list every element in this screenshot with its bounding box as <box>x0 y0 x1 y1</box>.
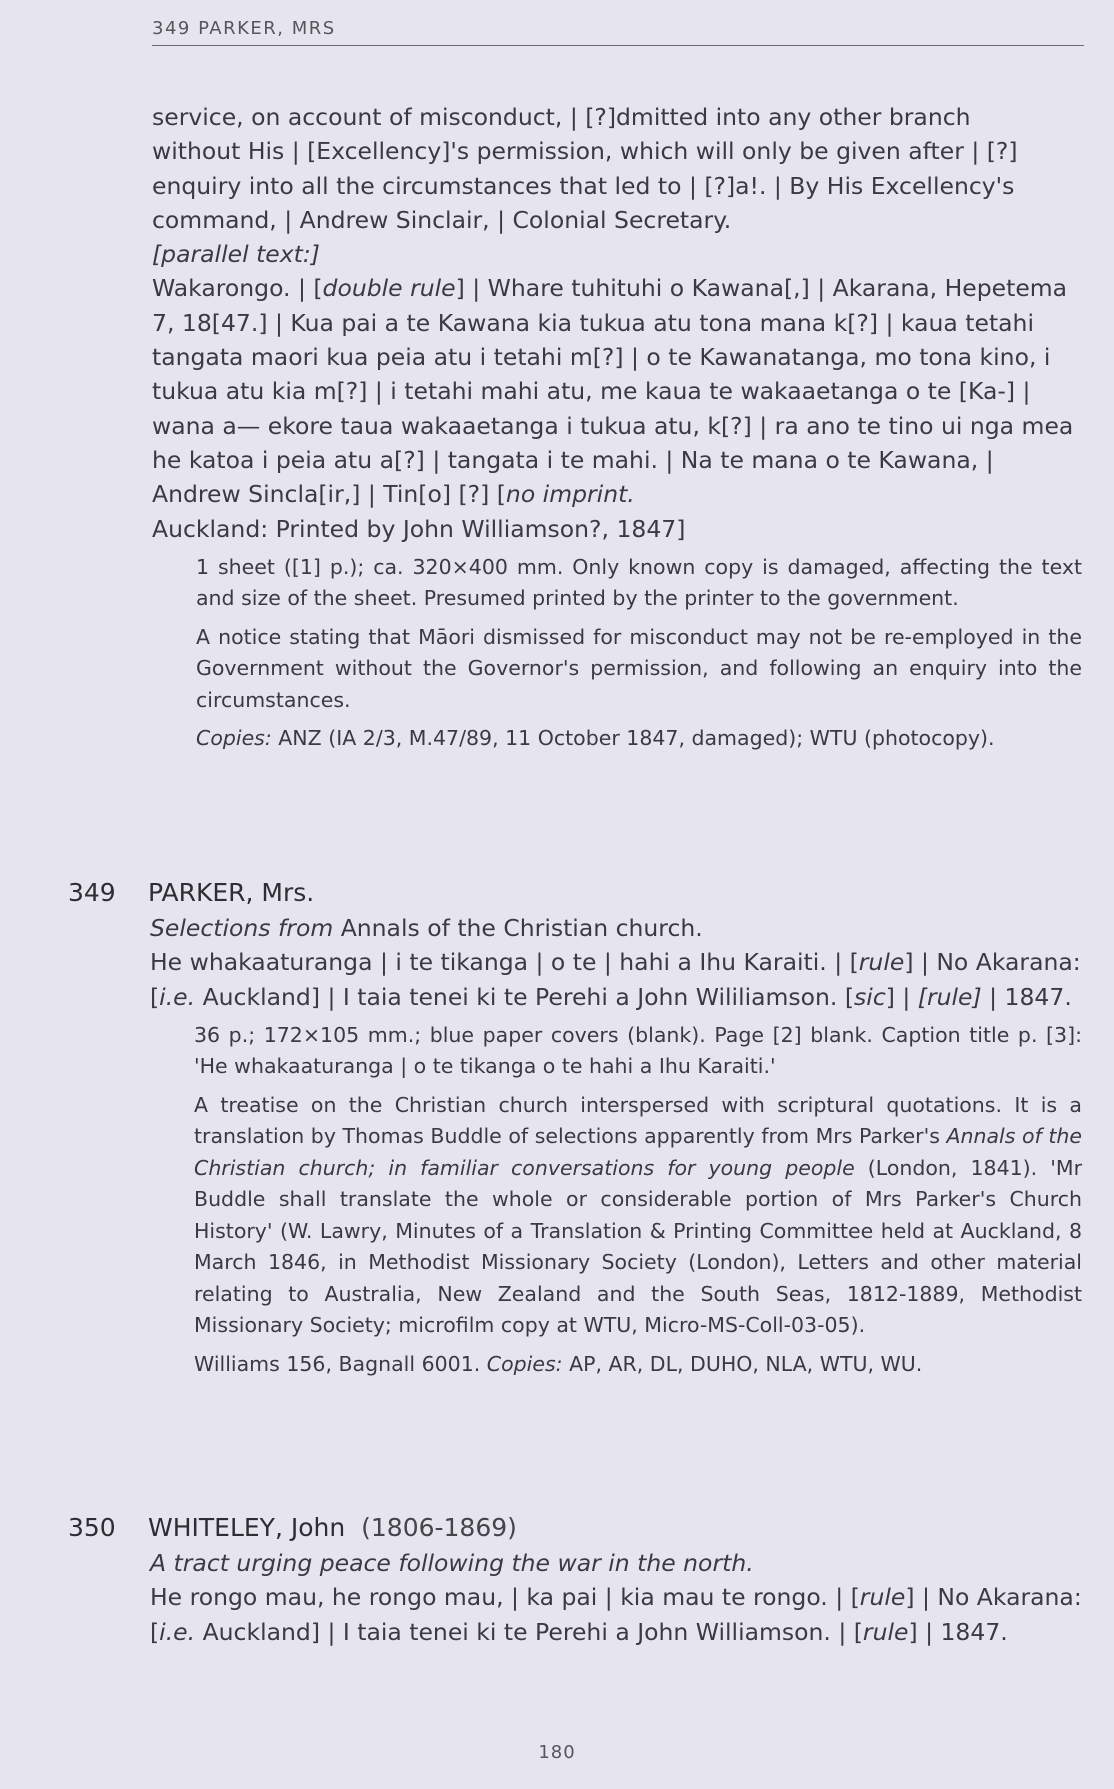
entry-author: WHITELEY, John (1806-1869) <box>148 1513 517 1542</box>
parallel-text: Wakarongo. | [double rule] | Whare tuhituhi o Kawana[,] | Akarana, Hepetema 7, 18[47.] | Kua pai a te Kawana kia tukua atu tona mana k[?] | kaua tetahi tangata maori kua peia atu i tetahi m[?] | o te Kawanatanga, mo tona kino, i tukua atu kia m[?] | i tetahi mahi atu, me kaua te wakaaetanga o te [Ka-] | wana a— ekore taua wakaaetanga i tukua atu, k[?] | ra ano te tino ui nga mea he katoa i peia atu a[?] | tangata i te mahi. | Na te mana o te Kawana, | Andrew Sincla[ir,] | Tin[o] [?] [no imprint. Auckland: Printed by John Williamson?, 1847] <box>152 274 1074 543</box>
continuation-notes <box>196 552 1082 755</box>
page-number: 180 <box>538 1742 576 1763</box>
running-head: 349 PARKER, MRS <box>152 18 1084 46</box>
transcription-line: enquiry into all the circumstances that led to | [?]a!. | By His Excellency's <box>152 171 1015 200</box>
continuation-transcription <box>152 100 1082 546</box>
entry-heading <box>68 1510 1082 1546</box>
author-dates: (1806-1869) <box>361 1513 517 1542</box>
transcription-line: command, | Andrew Sinclair, | Colonial Secretary. <box>152 205 732 234</box>
entry-349 <box>68 875 1082 1387</box>
entry-number: 349 <box>68 878 116 907</box>
references-note: Williams 156, Bagnall 6001. Copies: AP, AR, DL, DUHO, NLA, WTU, WU. <box>194 1351 923 1376</box>
entry-notes <box>194 1020 1082 1381</box>
uniform-title: A tract urging peace following the war in the north. <box>150 1549 754 1577</box>
transcription-line: service, on account of misconduct, | [?]dmitted into any other branch <box>152 103 971 131</box>
title-transcription: He whakaaturanga | i te tikanga | o te | hahi a Ihu Karaiti. | [rule] | No Akarana: [i.e. Auckland] | I taia tenei ki te Perehi a John Wililiamson. [sic] | [rule] | 1847. <box>150 948 1081 1011</box>
copies-note: Copies: ANZ (IA 2/3, M.47/89, 11 October 1847, damaged); WTU (photocopy). <box>196 726 995 751</box>
title-transcription: He rongo mau, he rongo mau, | ka pai | kia mau te rongo. | [rule] | No Akarana: [i.e. Auckland] | I taia tenei ki te Perehi a John Williamson. | [rule] | 1847. <box>150 1583 1082 1646</box>
transcription-line: without His | [Excellency]'s permission, which will only be given after | [?] <box>152 137 1018 166</box>
parallel-text-label: [parallel text:] <box>152 240 320 269</box>
uniform-title: Selections from Annals of the Christian church. <box>150 914 703 942</box>
entry-author: PARKER, Mrs. <box>148 878 315 907</box>
summary-note: A treatise on the Christian church interspersed with scriptural quotations. It is a translation by Thomas Buddle of selections apparently from Mrs Parker's Annals of the Christian church; in familiar conversations for young people (London, 1841). 'Mr Buddle shall translate the whole or considerable portion of Mrs Parker's Church History' (W. Lawry, Minutes of a Translation & Printing Committee held at Auckland, 8 March 1846, in Methodist Missionary Society (London), Letters and other material relating to Australia, New Zealand and the South Seas, 1812-1889, Methodist Missionary Society; microfilm copy at WTU, Micro-MS-Coll-03-05). <box>194 1092 1082 1338</box>
entry-350 <box>68 1510 1082 1649</box>
entry-heading <box>68 875 1082 911</box>
physical-description: 1 sheet ([1] p.); ca. 320×400 mm. Only known copy is damaged, affecting the text and size of the sheet. Presumed printed by the printer to the government. <box>196 554 1082 611</box>
entry-number: 350 <box>68 1513 116 1542</box>
physical-description: 36 p.; 172×105 mm.; blue paper covers (blank). Page [2] blank. Caption title p. [3]: 'He whakaaturanga | o te tikanga o te hahi a Ihu Karaiti.' <box>194 1022 1082 1079</box>
continuation-entry <box>152 100 1082 762</box>
summary-note: A notice stating that Māori dismissed for misconduct may not be re-employed in the Government without the Governor's permission, and following an enquiry into the circumstances. <box>196 624 1082 712</box>
